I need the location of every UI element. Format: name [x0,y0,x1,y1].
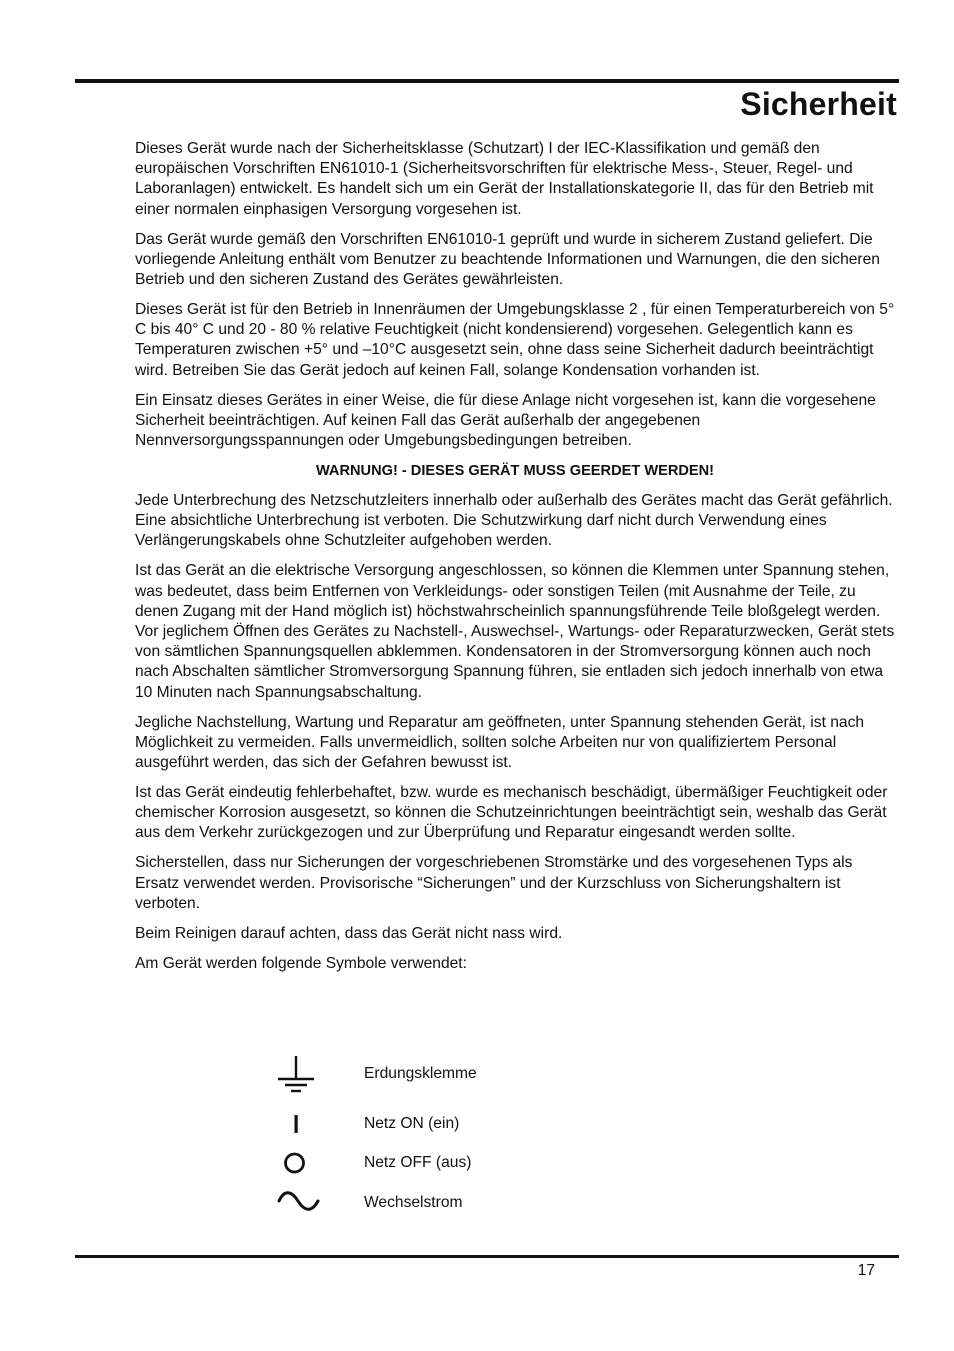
symbol-label: Wechselstrom [364,1194,463,1211]
page-number: 17 [857,1262,875,1279]
page-title: Sicherheit [740,86,897,122]
paragraph: Sicherstellen, dass nur Sicherungen der vorgeschriebenen Stromstärke und des vorgesehenen Typs als Ersatz verwendet werden. Provisorische “Sicherungen” und der Kurzschluss von Sicherungshaltern ist verboten. [135,854,853,912]
symbol-row-ground [0,1055,954,1095]
symbol-row-power-off [0,1143,954,1183]
paragraph: Jegliche Nachstellung, Wartung und Reparatur am geöffneten, unter Spannung stehenden Gerät, ist nach Möglichkeit zu vermeiden. Falls unvermeidlich, sollten solche Arbeiten nur von qualifiziertem Personal ausgeführt werden, das sich der Gefahren bewusst ist. [135,713,865,772]
paragraph: Jede Unterbrechung des Netzschutzleiters innerhalb oder außerhalb des Gerätes macht das Gerät gefährlich. Eine absichtliche Unterbrechung ist verboten. Die Schutzwirkung darf nicht durch Verwendung eines Verlängerungskabels ohne Schutzleiter aufgehoben werden. [135,492,893,550]
paragraph: Beim Reinigen darauf achten, dass das Gerät nicht nass wird. [135,924,563,942]
header-rule [75,79,899,83]
paragraph: Ein Einsatz dieses Gerätes in einer Weise, die für diese Anlage nicht vorgesehen ist, kann die vorgesehene Sicherheit beeinträchtigen. Auf keinen Fall das Gerät außerhalb der angegebenen Nennversorgungsspannungen oder Umgebungsbedingungen betreiben. [135,391,876,450]
alternating-current-icon [276,1184,320,1224]
symbol-label: Netz ON (ein) [364,1115,460,1132]
footer-rule [75,1255,899,1258]
body-text [135,139,895,984]
symbol-row-ac [0,1184,954,1224]
symbol-label: Erdungsklemme [364,1065,477,1082]
ground-terminal-icon [276,1055,320,1095]
warning-heading: WARNUNG! - DIESES GERÄT MUSS GEERDET WERDEN! [315,463,715,480]
paragraph: Ist das Gerät an die elektrische Versorgung angeschlossen, so können die Klemmen unter Spannung stehen, was bedeutet, dass beim Entfernen von Verkleidungs- oder sonstigen Teilen (mit Ausnahme der Teile, zu denen Zugang mit der Hand möglich ist) höchstwahrscheinlich spannungsführende Teile bloßgelegt werden. Vor jeglichem Öffnen des Gerätes zu Nachstell-, Auswechsel-, Wartungs- oder Reparaturzwecken, Gerät stets von sämtlichen Spannungsquellen abklemmen. Kondensatoren in der Stromversorgung können auch noch nach Abschalten sämtlicher Stromversorgung Spannung führen, sie entladen sich jedoch innerhalb von etwa 10 Minuten nach Spannungsabschaltung. [135,562,895,701]
power-on-icon [276,1105,320,1145]
paragraph: Am Gerät werden folgende Symbole verwendet: [135,954,467,972]
symbol-row-power-on [0,1105,954,1145]
paragraph: Ist das Gerät eindeutig fehlerbehaftet, bzw. wurde es mechanisch beschädigt, übermäßiger Feuchtigkeit oder chemischer Korrosion ausgesetzt, so können die Schutzeinrichtungen beeinträchtigt sein, weshalb das Gerät aus dem Verkehr zurückgezogen und zur Überprüfung und Reparatur eingesandt werden sollte. [135,784,888,842]
paragraph: Das Gerät wurde gemäß den Vorschriften EN61010-1 geprüft und wurde in sicherem Zustand geliefert. Die vorliegende Anleitung enthält vom Benutzer zu beachtende Informationen und Warnungen, die den sicheren Betrieb und den sicheren Zustand des Gerätes gewährleisten. [135,230,880,289]
paragraph: Dieses Gerät wurde nach der Sicherheitsklasse (Schutzart) I der IEC-Klassifikation und gemäß den europäischen Vorschriften EN61010-1 (Sicherheitsvorschriften für elektrische Mess-, Steuer, Regel- und Laboranlagen) entwickelt. Es handelt sich um ein Gerät der Installationskategorie II, das für den Betrieb mit einer normalen einphasigen Versorgung vorgesehen ist. [135,140,874,218]
symbol-label: Netz OFF (aus) [364,1154,472,1171]
power-off-icon [276,1143,320,1183]
paragraph: Dieses Gerät ist für den Betrieb in Innenräumen der Umgebungsklasse 2 , für einen Temperaturbereich von 5° C bis 40° C und 20 - 80 % relative Feuchtigkeit (nicht kondensierend) vorgesehen. Gelegentlich kann es Temperaturen zwischen +5° und –10°C ausgesetzt sein, ohne dass seine Sicherheit dadurch beeinträchtigt wird. Betreiben Sie das Gerät jedoch auf keinen Fall, solange Kondensation vorhanden ist. [135,301,895,379]
